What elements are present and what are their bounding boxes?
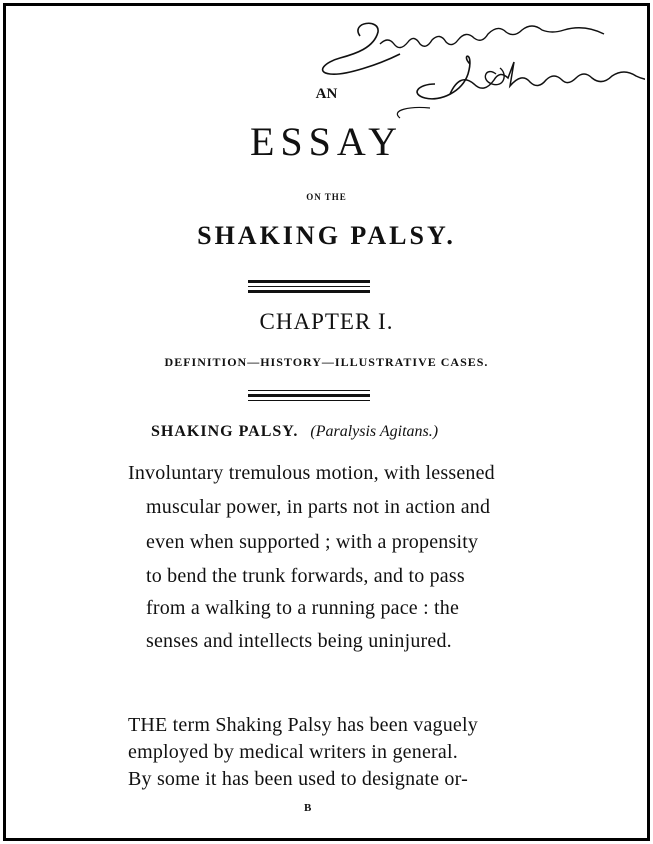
title-subject: SHAKING PALSY. — [197, 221, 456, 250]
chapter-heading: CHAPTER I. — [259, 309, 394, 334]
decorative-rule-top-1 — [248, 280, 370, 283]
handwritten-signature — [300, 14, 645, 124]
title-on-the: ON THE — [306, 192, 347, 202]
body-line: By some it has been used to designate or- — [128, 768, 468, 790]
definition-line: to bend the trunk forwards, and to pass — [146, 565, 465, 587]
body-line: THE term Shaking Palsy has been vaguely — [128, 714, 478, 736]
decorative-rule-mid-3 — [248, 400, 370, 401]
chapter-subheading: DEFINITION—HISTORY—ILLUSTRATIVE CASES. — [164, 355, 489, 369]
definition-latin: (Paralysis Agitans.) — [310, 423, 439, 440]
title-an: AN — [315, 86, 338, 102]
definition-line: even when supported ; with a propensity — [146, 531, 479, 553]
definition-line: muscular power, in parts not in action and — [146, 496, 491, 518]
body-line: employed by medical writers in general. — [128, 741, 458, 763]
definition-line: senses and intellects being uninjured. — [146, 630, 452, 652]
decorative-rule-top-3 — [248, 290, 370, 293]
definition-head: SHAKING PALSY. — [151, 423, 299, 440]
definition-line: from a walking to a running pace : the — [146, 597, 460, 619]
decorative-rule-top-2 — [248, 286, 370, 287]
signature-mark: B — [304, 802, 312, 814]
definition-line: Involuntary tremulous motion, with lessened — [128, 462, 495, 484]
definition-heading — [151, 423, 438, 441]
title-essay: ESSAY — [249, 119, 404, 164]
decorative-rule-mid-2 — [248, 394, 370, 397]
decorative-rule-mid-1 — [248, 390, 370, 391]
